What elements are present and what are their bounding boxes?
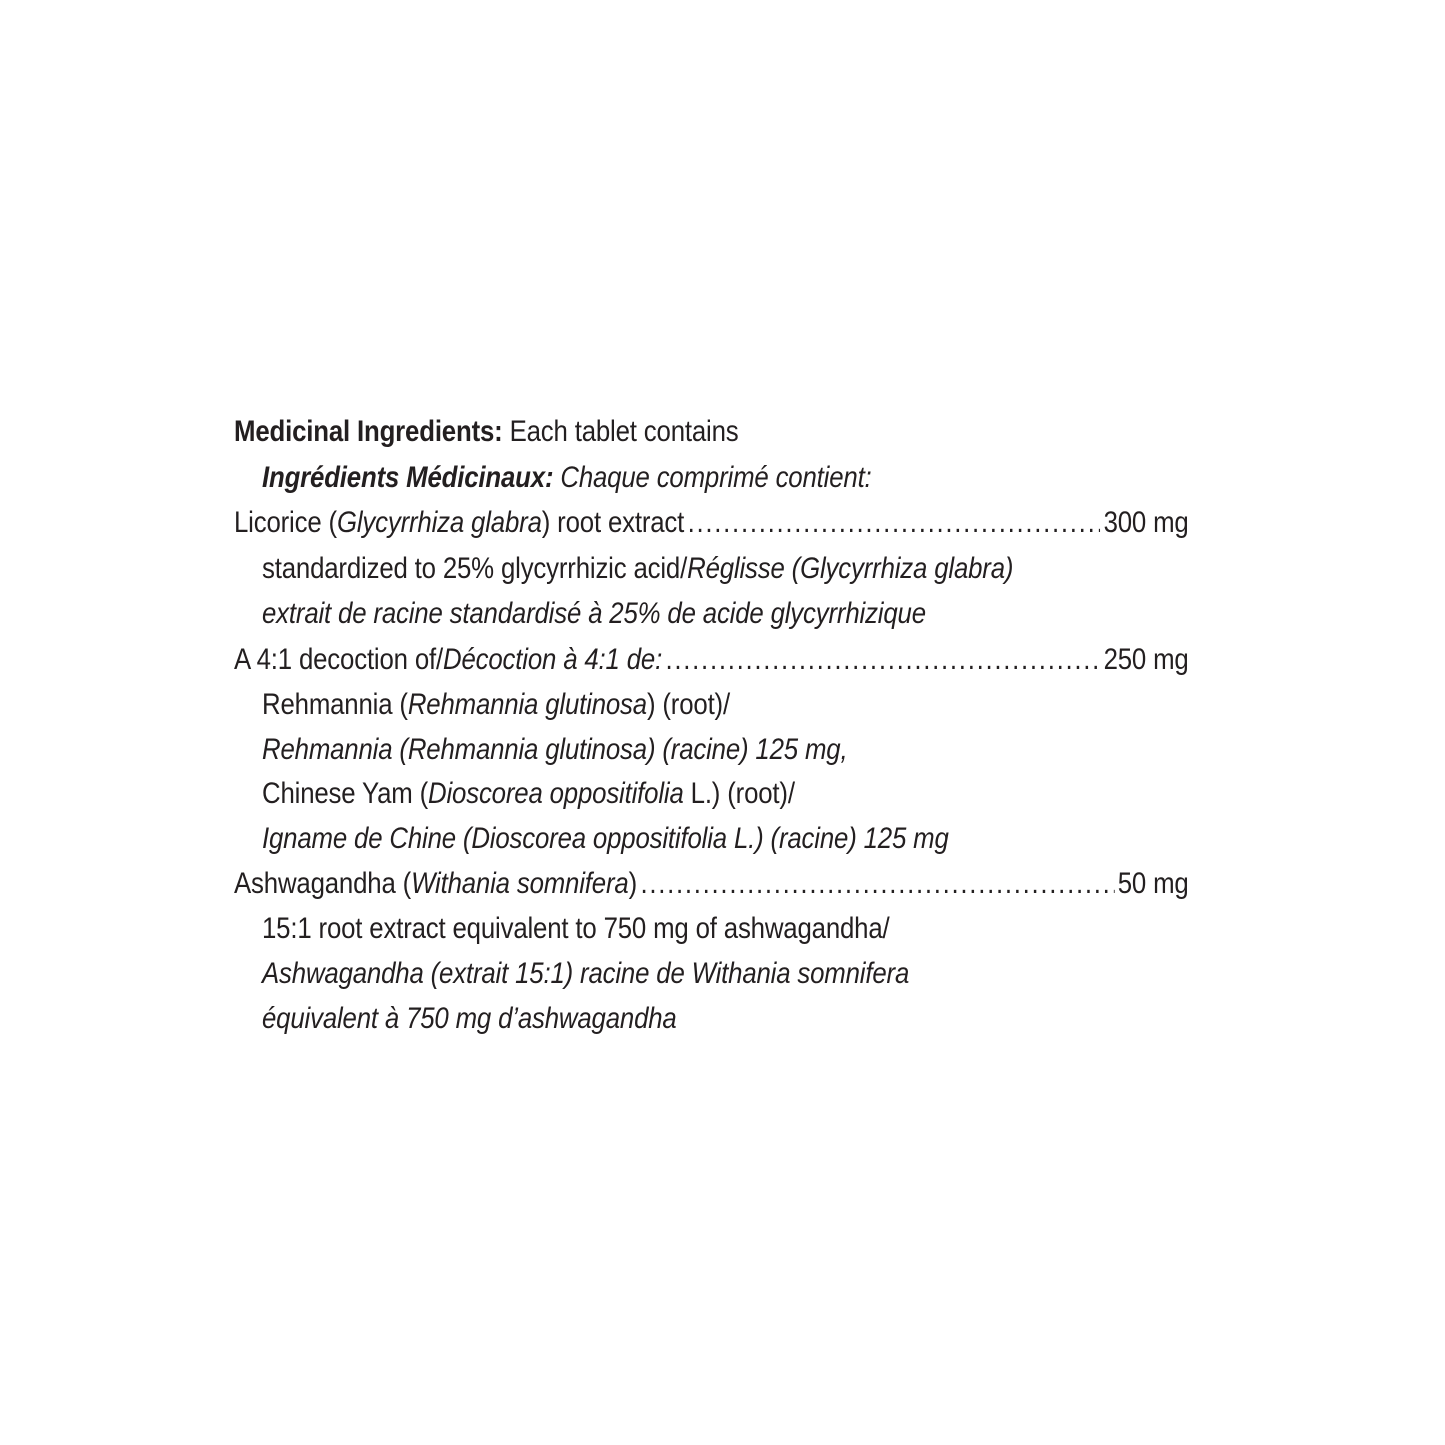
ingredient-amount: 300 mg <box>1103 506 1189 539</box>
dot-leader <box>688 503 1101 543</box>
heading-text: Each tablet contains <box>502 415 739 448</box>
ingredient-detail: Rehmannia (Rehmannia glutinosa) (racine) 125 mg, <box>262 733 848 766</box>
heading-fr-label: Ingrédients Médicinaux: <box>262 461 554 494</box>
ingredient-row-licorice <box>234 503 1189 543</box>
ingredient-name: Licorice (Glycyrrhiza glabra) root extract <box>234 506 685 539</box>
ingredient-name: Ashwagandha (Withania somnifera) <box>234 867 638 900</box>
ingredient-row-ashwagandha <box>234 864 1189 904</box>
heading-label: Medicinal Ingredients: <box>234 415 503 448</box>
ingredient-detail: Ashwagandha (extrait 15:1) racine de Withania somnifera <box>262 957 910 990</box>
ingredient-amount: 50 mg <box>1117 867 1189 900</box>
ingredient-detail: standardized to 25% glycyrrhizic acid/Réglisse (Glycyrrhiza glabra) <box>262 552 1014 585</box>
ingredient-amount: 250 mg <box>1103 643 1189 676</box>
ingredient-name: A 4:1 decoction of/Décoction à 4:1 de: <box>234 643 663 676</box>
ingredient-detail: extrait de racine standardisé à 25% de acide glycyrrhizique <box>262 597 926 630</box>
medicinal-ingredients-heading <box>234 412 739 452</box>
heading-fr-text: Chaque comprimé contient: <box>553 461 872 494</box>
ingredient-detail: équivalent à 750 mg d’ashwagandha <box>262 1002 677 1035</box>
ingredient-row-decoction <box>234 640 1189 680</box>
ingredient-detail: Rehmannia (Rehmannia glutinosa) (root)/ <box>262 688 730 721</box>
ingredient-detail: Chinese Yam (Dioscorea oppositifolia L.) (root)/ <box>262 777 795 810</box>
medicinal-ingredients-heading-fr <box>262 458 872 498</box>
dot-leader <box>640 864 1114 904</box>
ingredient-detail: Igname de Chine (Dioscorea oppositifolia L.) (racine) 125 mg <box>262 822 949 855</box>
dot-leader <box>666 640 1101 680</box>
ingredient-detail: 15:1 root extract equivalent to 750 mg of ashwagandha/ <box>262 912 890 945</box>
